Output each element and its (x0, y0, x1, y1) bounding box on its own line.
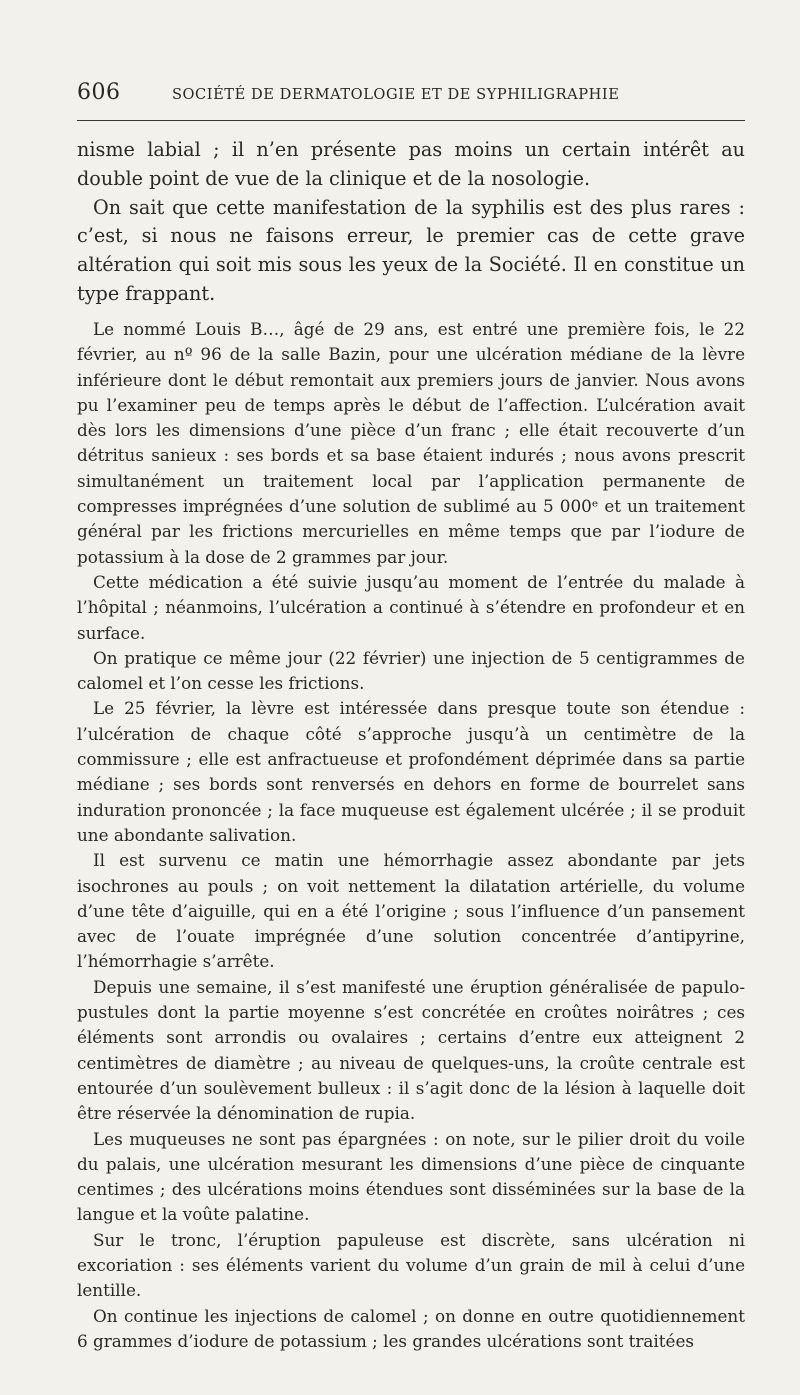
paragraph: Sur le tronc, l’éruption papuleuse est discrète, sans ulcération ni excoriation : ses éléments varient du volume d’un grain de mil à celui d’une lentille. (77, 1229, 745, 1301)
paragraph: On continue les injections de calomel ; on donne en outre quotidiennement 6 grammes d’iodure de potassium ; les grandes ulcérations sont traitées (77, 1305, 745, 1351)
paragraph: Le nommé Louis B…, âgé de 29 ans, est entré une première fois, le 22 février, au nº 96 de la salle Bazin, pour une ulcération médiane de la lèvre inférieure dont le début remontait aux premiers jours de janvier. Nous avons pu l’examiner peu de temps après le début de l’affection. L’ulcération avait dès lors les dimensions d’une pièce d’un franc ; elle était recouverte d’un détritus sanieux : ses bords et sa base étaient indurés ; nous avons prescrit simultanément un traitement local par l’application permanente de compresses imprégnées d’une solution de sublimé au 5 000ᵉ et un traitement général par les frictions mercurielles en même temps que par l’iodure de potassium à la dose de 2 grammes par jour. (77, 319, 745, 567)
paragraph: On sait que cette manifestation de la syphilis est des plus rares : c’est, si nous ne faisons erreur, le premier cas de cette grave altération qui soit mis sous les yeux de la Société. Il en constitue un type frappant. (77, 195, 745, 305)
header-rule (77, 120, 745, 121)
running-head (77, 80, 745, 112)
paragraph: nisme labial ; il n’en présente pas moins un certain intérêt au double point de vue de la clinique et de la nosologie. (77, 138, 745, 190)
paragraph: Depuis une semaine, il s’est manifesté une éruption généralisée de papulo-pustules dont la partie moyenne s’est concrétée en croûtes noirâtres ; ces éléments sont arrondis ou ovalaires ; certains d’entre eux atteignent 2 centimètres de diamètre ; au niveau de quelques-uns, la croûte centrale est entourée d’un soulèvement bulleux : il s’agit donc de la lésion à laquelle doit être réservée la dénomination de rupia. (77, 976, 745, 1124)
paragraph: Les muqueuses ne sont pas épargnées : on note, sur le pilier droit du voile du palais, une ulcération mesurant les dimensions d’une pièce de cinquante centimes ; des ulcérations moins étendues sont disséminées sur la base de la langue et la voûte palatine. (77, 1128, 745, 1225)
paragraph: Cette médication a été suivie jusqu’au moment de l’entrée du malade à l’hôpital ; néanmoins, l’ulcération a continué à s’étendre en profondeur et en surface. (77, 571, 745, 643)
paragraph: On pratique ce même jour (22 février) une injection de 5 centigrammes de calomel et l’on cesse les frictions. (77, 647, 745, 694)
case-report (77, 317, 745, 1354)
intro-text (77, 136, 745, 309)
journal-title: SOCIÉTÉ DE DERMATOLOGIE ET DE SYPHILIGRAPHIE (172, 86, 620, 103)
paragraph: Le 25 février, la lèvre est intéressée dans presque toute son étendue : l’ulcération de chaque côté s’approche jusqu’à un centimètre de la commissure ; elle est anfractueuse et profondément déprimée dans sa partie médiane ; ses bords sont renversés en dehors en forme de bourrelet sans induration prononcée ; la face muqueuse est également ulcérée ; il se produit une abondante salivation. (77, 698, 745, 845)
paragraph: Il est survenu ce matin une hémorrhagie assez abondante par jets isochrones au pouls ; on voit nettement la dilatation artérielle, du volume d’une tête d’aiguille, qui en a été l’origine ; sous l’influence d’un pansement avec de l’ouate imprégnée d’une solution concentrée d’antipyrine, l’hémorrhagie s’arrête. (77, 850, 745, 972)
page-number: 606 (77, 80, 121, 105)
